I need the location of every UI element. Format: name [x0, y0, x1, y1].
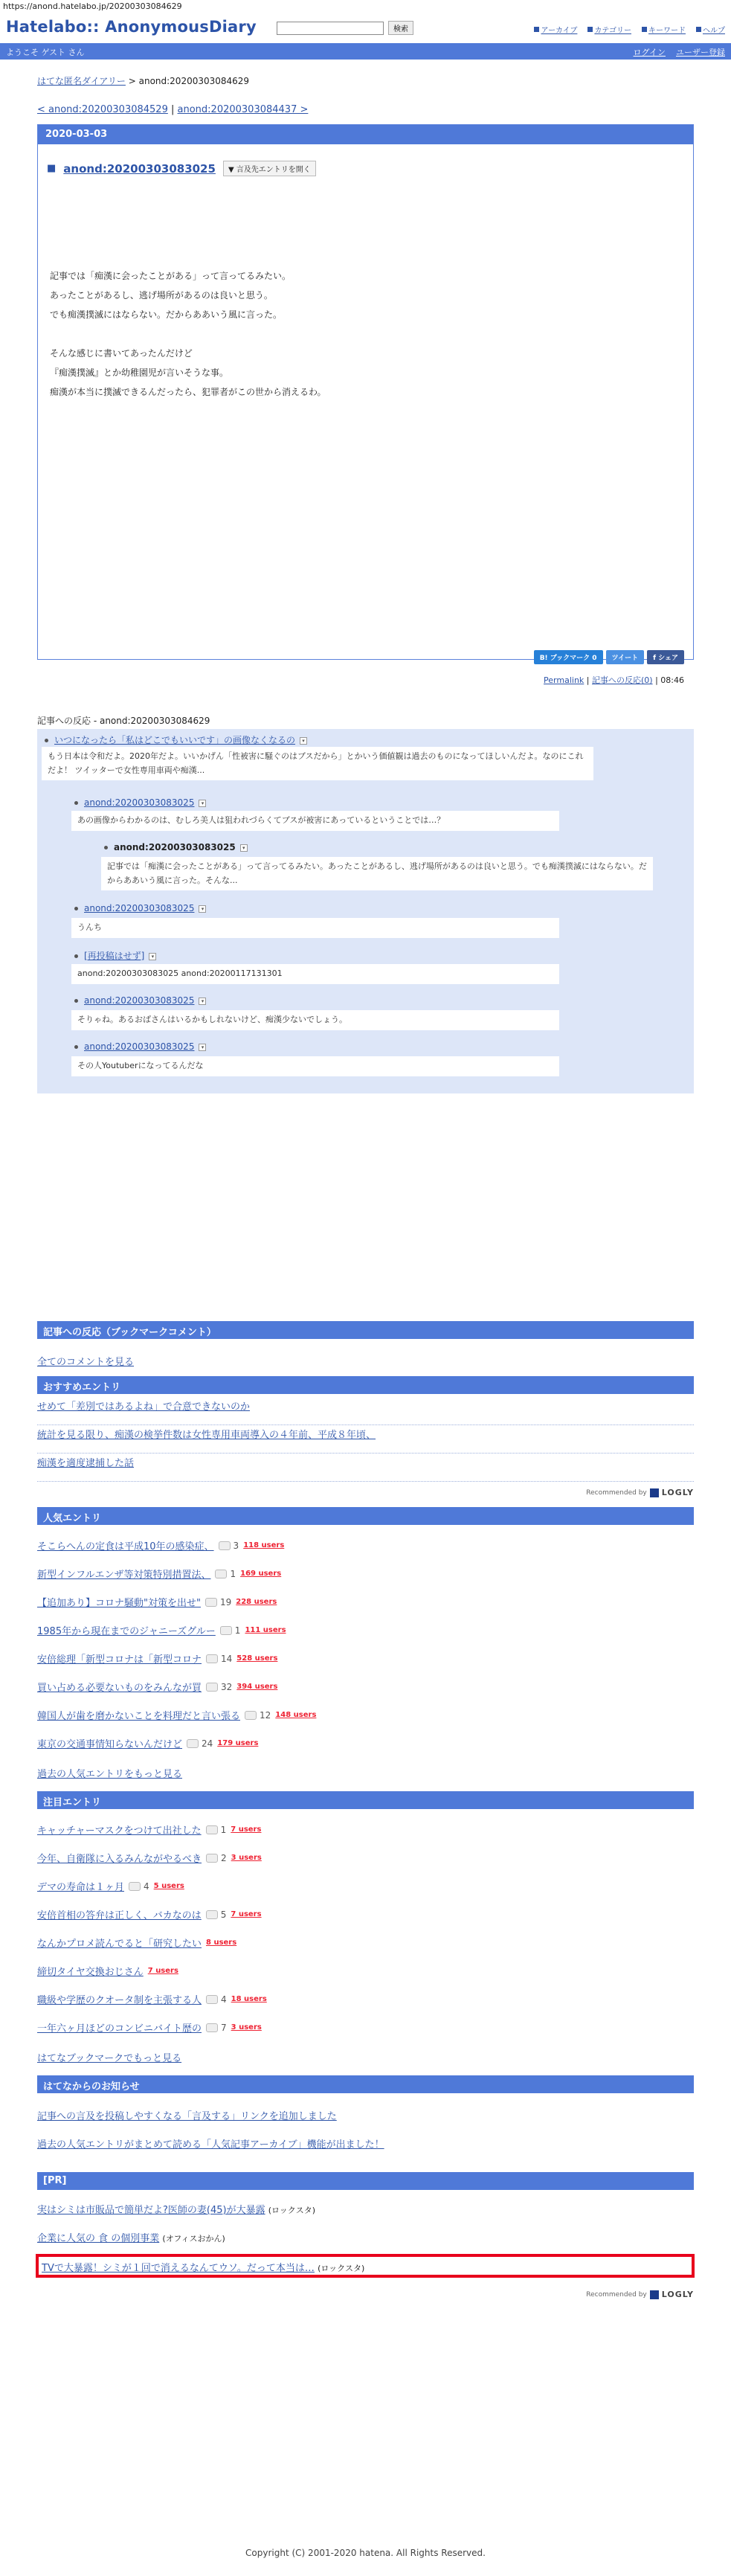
- reaction-text: もう日本は令和だよ。2020年だよ。いいかげん「性被害に騒ぐのはブスだから」とかいう価値観は過去のものになってほしいんだよ。なのにこれだよ！ ツイッターで女性専用車両や痴漢...: [42, 747, 593, 780]
- comment-count: 24: [187, 1738, 213, 1749]
- recommend-entry: [37, 1398, 694, 1425]
- square-icon: [587, 27, 593, 32]
- user-count[interactable]: 5 users: [153, 1882, 184, 1890]
- pr-link[interactable]: TVで大暴露！シミが１回で消えるなんてウソ。だって本当は…: [42, 2263, 315, 2274]
- noted-link[interactable]: 一年六ヶ月ほどのコンビニバイト歴の: [37, 2023, 202, 2034]
- user-count[interactable]: 118 users: [243, 1541, 285, 1549]
- share-buttons: [534, 650, 684, 664]
- comment-count: 1: [206, 1825, 227, 1835]
- user-count[interactable]: 228 users: [236, 1598, 277, 1606]
- user-count[interactable]: 18 users: [231, 1995, 267, 2003]
- logly-logo[interactable]: LOGLY: [661, 2290, 694, 2299]
- noted-more-link[interactable]: はてなブックマークでもっと見る: [37, 2053, 182, 2064]
- user-count[interactable]: 3 users: [231, 1854, 262, 1862]
- breadcrumb: はてな匿名ダイアリー > anond:20200303084629: [37, 76, 250, 86]
- popular-link[interactable]: 1985年から現在までのジャニーズグルー: [37, 1626, 216, 1637]
- user-count[interactable]: 7 users: [147, 1967, 178, 1975]
- bullet-icon: [74, 999, 78, 1003]
- site-header: [0, 13, 731, 43]
- square-icon: [642, 27, 647, 32]
- noted-entry: [37, 1992, 267, 2006]
- top-links: [534, 24, 725, 35]
- reaction-text: 記事では「痴漢に会ったことがある」って言ってるみたい。あったことがあるし、逃げ場所があるのは良いと思う。でも痴漢撲滅にはならない。だからああいう風に言った。そんな...: [101, 857, 653, 890]
- comment-count: 1: [220, 1625, 241, 1636]
- search-form: [277, 21, 413, 35]
- popular-entry: [37, 1567, 281, 1581]
- breadcrumb-home-link[interactable]: はてな匿名ダイアリー: [37, 76, 126, 86]
- popular-entry: [37, 1708, 316, 1722]
- square-icon: [696, 27, 701, 32]
- reaction-link[interactable]: anond:20200303083025: [84, 797, 195, 808]
- toggle-icon[interactable]: ▾: [199, 800, 206, 807]
- reaction-text: その人Youtuberになってるんだな: [71, 1056, 559, 1076]
- all-comments-link[interactable]: 全てのコメントを見る: [37, 1357, 135, 1368]
- comment-count: 5: [206, 1909, 227, 1920]
- recommend-link[interactable]: せめて「差別ではあるよね」で合意できないのか: [37, 1401, 251, 1413]
- noted-entry: [37, 1936, 236, 1950]
- popular-entry: [37, 1680, 277, 1694]
- reaction-text: anond:20200303083025 anond:20200117131301: [71, 964, 559, 984]
- toggle-icon[interactable]: ▾: [199, 905, 206, 913]
- day-date: 2020-03-03: [38, 125, 693, 144]
- noted-link[interactable]: デマの寿命は１ヶ月: [37, 1882, 125, 1893]
- reaction-link[interactable]: anond:20200303083025: [84, 903, 195, 913]
- facebook-share-button[interactable]: f シェア: [647, 650, 684, 664]
- comment-count: 12: [245, 1710, 271, 1721]
- recommended-by: Recommended by LOGLY: [586, 2290, 694, 2299]
- popular-link[interactable]: 【追加あり】コロナ騒動"対策を出せ": [37, 1598, 201, 1609]
- help-link[interactable]: ヘルプ: [696, 24, 725, 35]
- day-box: [37, 124, 694, 685]
- user-count[interactable]: 111 users: [245, 1626, 286, 1634]
- comment-count: 3: [219, 1541, 239, 1551]
- entry-footer: Permalink | 記事への反応(0) | 08:46: [544, 675, 684, 685]
- bullet-icon: [74, 907, 78, 910]
- permalink-link[interactable]: Permalink: [544, 675, 585, 685]
- bullet-icon: [74, 954, 78, 958]
- user-count[interactable]: 3 users: [231, 2023, 262, 2031]
- comment-count: 2: [206, 1853, 227, 1863]
- noted-entry: [37, 2020, 262, 2034]
- popular-entry: [37, 1623, 286, 1637]
- site-logo[interactable]: Hatelabo:: AnonymousDiary: [6, 18, 257, 36]
- popular-entry: [37, 1538, 284, 1552]
- popular-link[interactable]: 東京の交通事情知らないんだけど: [37, 1739, 183, 1750]
- popular-entry: [37, 1736, 258, 1750]
- archive-link[interactable]: アーカイブ: [534, 24, 577, 35]
- pr-entry: [37, 2230, 225, 2244]
- logly-icon: [650, 1488, 659, 1497]
- comment-count: 32: [206, 1682, 232, 1692]
- pr-entry: [37, 2202, 315, 2216]
- tweet-button[interactable]: ツイート: [606, 650, 645, 664]
- reaction-item: [74, 903, 206, 913]
- comment-count: 4: [129, 1881, 149, 1892]
- noted-link[interactable]: なんかプロメ読んでると「研究したい: [37, 1939, 202, 1950]
- popular-heading: 人気エントリ: [37, 1507, 694, 1525]
- popular-link[interactable]: 韓国人が歯を磨かないことを料理だと言い張る: [37, 1711, 241, 1722]
- toggle-icon[interactable]: ▾: [199, 998, 206, 1005]
- prev-entry-link[interactable]: < anond:20200303084529: [37, 104, 168, 115]
- body-line: 痴漢が本当に撲滅できるんだったら、犯罪者がこの世から消えるわ。: [50, 387, 326, 397]
- category-link[interactable]: カテゴリー: [587, 24, 631, 35]
- noted-link[interactable]: キャッチャーマスクをつけて出社した: [37, 1825, 202, 1837]
- reaction-item: [74, 949, 156, 962]
- next-entry-link[interactable]: anond:20200303084437 >: [177, 104, 309, 115]
- comment-count: 1: [215, 1569, 236, 1579]
- popular-more-link[interactable]: 過去の人気エントリをもっと見る: [37, 1769, 183, 1780]
- breadcrumb-current: anond:20200303084629: [138, 76, 250, 86]
- recommend-link[interactable]: 痴漢を適度逮捕した話: [37, 1458, 135, 1469]
- noted-link[interactable]: 安倍首相の答弁は正しく、バカなのは: [37, 1910, 202, 1921]
- register-link[interactable]: ユーザー登録: [676, 48, 725, 57]
- welcome-text: ようこそ ゲスト さん: [6, 48, 85, 57]
- url-bar: https://anond.hatelabo.jp/20200303084629: [3, 1, 182, 11]
- search-input[interactable]: [277, 22, 384, 35]
- reaction-count-link[interactable]: 記事への反応(0): [592, 675, 653, 685]
- toggle-icon[interactable]: ▾: [300, 737, 307, 745]
- body-line: あったことがあるし、逃げ場所があるのは良いと思う。: [50, 290, 273, 301]
- bookmark-comments-heading: 記事への反応（ブックマークコメント）: [37, 1321, 694, 1339]
- noted-link[interactable]: 今年、自衛隊に入るみんながやるべき: [37, 1854, 202, 1865]
- toggle-icon[interactable]: ▾: [199, 1044, 206, 1051]
- keyword-link[interactable]: キーワード: [642, 24, 686, 35]
- body-line: 記事では「痴漢に会ったことがある」って言ってるみたい。: [50, 271, 292, 281]
- open-reference-button[interactable]: ▼ 言及先エントリを開く: [223, 161, 316, 176]
- pr-source: (ロックスタ): [318, 2264, 365, 2273]
- recommend-link[interactable]: 統計を見る限り、痴漢の検挙件数は女性専用車両導入の４年前、平成８年頃、: [37, 1430, 376, 1441]
- logly-logo[interactable]: LOGLY: [661, 1488, 694, 1497]
- popular-link[interactable]: そこらへんの定食は平成10年の感染症、: [37, 1541, 214, 1552]
- entry-title-row: [47, 161, 316, 176]
- popular-link[interactable]: 安倍総理「新型コロナは「新型コロナ: [37, 1654, 202, 1666]
- user-count[interactable]: 179 users: [217, 1739, 259, 1747]
- pr-link[interactable]: 実はシミは市販品で簡単だよ?医師の妻(45)が大暴露: [37, 2205, 265, 2216]
- noted-entry: [37, 1851, 262, 1865]
- footer-copyright: Copyright (C) 2001-2020 hatena. All Rights Reserved.: [245, 2548, 486, 2558]
- comment-count: 14: [206, 1654, 232, 1664]
- recommend-entry: [37, 1455, 694, 1482]
- popular-entry: [37, 1595, 277, 1609]
- reaction-link[interactable]: anond:20200303083025: [84, 1041, 195, 1052]
- comment-count: 7: [206, 2023, 227, 2033]
- pr-source: (オフィスおかん): [162, 2234, 225, 2243]
- pr-source: (ロックスタ): [268, 2206, 315, 2215]
- hatena-bookmark-button[interactable]: B! ブックマーク 0: [534, 650, 603, 664]
- noted-entry: [37, 1964, 178, 1978]
- login-link[interactable]: ログイン: [633, 48, 666, 57]
- noted-entry: [37, 1907, 262, 1921]
- pr-link[interactable]: 企業に人気の 食 の個別事業: [37, 2233, 160, 2244]
- entry-body: [50, 271, 326, 406]
- reaction-link[interactable]: [再投稿はせず]: [84, 951, 145, 961]
- reactions-heading: 記事への反応 - anond:20200303084629: [37, 716, 210, 726]
- pr-entry: [42, 2260, 364, 2274]
- reactions-tree: [37, 729, 694, 1093]
- comment-count: 4: [206, 1994, 227, 2005]
- popular-link[interactable]: 買い占める必要ないものをみんなが買: [37, 1683, 202, 1694]
- recommend-entry: [37, 1427, 694, 1454]
- info-link[interactable]: 過去の人気エントリがまとめて読める「人気記事アーカイブ」機能が出ました！: [37, 2139, 384, 2151]
- user-count[interactable]: 7 users: [231, 1910, 262, 1918]
- recommended-by: Recommended by LOGLY: [586, 1488, 694, 1497]
- section-mark-icon: ■: [47, 163, 57, 174]
- body-line: [50, 329, 326, 348]
- entry-time: 08:46: [660, 675, 684, 685]
- reaction-text: うんち: [71, 918, 559, 938]
- reaction-item: [74, 995, 206, 1006]
- info-link[interactable]: 記事への言及を投稿しやすくなる「言及する」リンクを追加しました: [37, 2111, 337, 2122]
- body-line: 『痴漢撲滅』とか幼稚園児が言いそうな事。: [50, 367, 229, 378]
- user-count[interactable]: 394 users: [236, 1683, 278, 1691]
- popular-link[interactable]: 新型インフルエンザ等対策特別措置法、: [37, 1570, 211, 1581]
- pr-heading: [PR]: [37, 2172, 694, 2190]
- square-icon: [534, 27, 539, 32]
- entry-nav: < anond:20200303084529 | anond:20200303084437 >: [37, 104, 309, 115]
- reaction-item: [74, 1041, 206, 1052]
- reaction-item: [45, 733, 307, 746]
- reaction-text: そりゃね。あるおばさんはいるかもしれないけど、痴漢少ないでしょう。: [71, 1010, 559, 1030]
- noted-link[interactable]: 職級や学歴のクオータ制を主張する人: [37, 1995, 202, 2006]
- noted-entry: [37, 1879, 184, 1893]
- reaction-link[interactable]: いつになったら「私はどこでもいいです」の画像なくなるの: [54, 735, 296, 745]
- toggle-icon[interactable]: ▾: [240, 844, 248, 852]
- search-button[interactable]: 検索: [388, 21, 413, 35]
- popular-entry: [37, 1651, 277, 1666]
- user-count[interactable]: 528 users: [236, 1654, 278, 1663]
- body-line: でも痴漢撲滅にはならない。だからああいう風に言った。: [50, 309, 283, 320]
- reaction-item: [104, 842, 248, 852]
- user-count[interactable]: 169 users: [240, 1570, 282, 1578]
- reaction-link[interactable]: anond:20200303083025: [84, 995, 195, 1006]
- bullet-icon: [74, 801, 78, 805]
- bullet-icon: [74, 1045, 78, 1049]
- user-count[interactable]: 148 users: [275, 1711, 317, 1719]
- recommend-heading: おすすめエントリ: [37, 1376, 694, 1394]
- user-count[interactable]: 7 users: [231, 1825, 262, 1834]
- reaction-text: あの画像からわかるのは、むしろ美人は狙われづらくてブスが被害にあっているということでは…？: [71, 811, 559, 831]
- bullet-icon: [45, 739, 48, 742]
- entry-title-link[interactable]: anond:20200303083025: [63, 161, 216, 176]
- logly-icon: [650, 2290, 659, 2299]
- noted-link[interactable]: 締切タイヤ交換おじさん: [37, 1967, 144, 1978]
- toggle-icon[interactable]: ▾: [149, 953, 156, 960]
- info-heading: はてなからのお知らせ: [37, 2075, 694, 2093]
- bullet-icon: [104, 846, 108, 849]
- comment-count: 19: [205, 1597, 231, 1607]
- welcome-bar: [0, 43, 731, 60]
- reaction-item: [74, 797, 206, 808]
- body-line: そんな感じに書いてあったんだけど: [50, 348, 193, 359]
- user-count[interactable]: 8 users: [206, 1939, 237, 1947]
- noted-heading: 注目エントリ: [37, 1791, 694, 1809]
- noted-entry: [37, 1822, 261, 1837]
- reaction-title: anond:20200303083025: [114, 842, 236, 852]
